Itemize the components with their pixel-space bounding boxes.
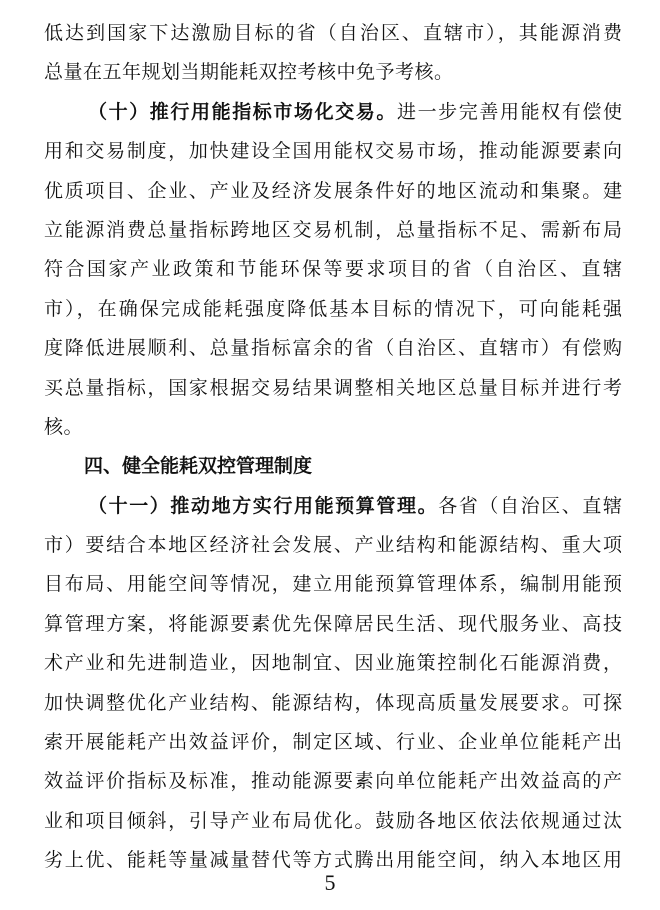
section-title-10: （十）推行用能指标市场化交易。 xyxy=(88,100,397,123)
text-line: 业和项目倾斜，引导产业布局优化。鼓励各地区依法依规通过汰 xyxy=(44,809,622,832)
text-line: 立能源消费总量指标跨地区交易机制，总量指标不足、需新布局 xyxy=(44,218,622,241)
text-line: 算管理方案，将能源要素优先保障居民生活、现代服务业、高技 xyxy=(44,612,622,635)
paragraph-11-first-line xyxy=(44,487,622,526)
text-line: 术产业和先进制造业，因地制宜、因业施策控制化石能源消费， xyxy=(44,652,622,675)
paragraph-10-first-line xyxy=(44,93,622,132)
text-line: 市），在确保完成能耗强度降低基本目标的情况下，可向能耗强 xyxy=(44,297,622,320)
text-span: 各省（自治区、直辖 xyxy=(438,494,622,517)
page-number: 5 xyxy=(324,870,336,895)
text-line: 买总量指标，国家根据交易结果调整相关地区总量目标并进行考 xyxy=(44,376,622,399)
section-heading-4: 四、健全能耗双控管理制度 xyxy=(84,455,313,478)
document-body xyxy=(44,14,622,881)
text-line: 优质项目、企业、产业及经济发展条件好的地区流动和集聚。建 xyxy=(44,179,622,202)
text-line: 加快调整优化产业结构、能源结构，体现高质量发展要求。可探 xyxy=(44,691,622,714)
text-span: 进一步完善用能权有偿使 xyxy=(396,100,622,123)
text-line: 低达到国家下达激励目标的省（自治区、直辖市），其能源消费 xyxy=(44,22,622,44)
section-title-11: （十一）推动地方实行用能预算管理。 xyxy=(88,494,439,517)
text-line: 用和交易制度，加快建设全国用能权交易市场，推动能源要素向 xyxy=(44,140,622,163)
text-line: 效益评价指标及标准，推动能源要素向单位能耗产出效益高的产 xyxy=(44,770,622,793)
text-line: 核。 xyxy=(44,415,84,438)
text-line: 劣上优、能耗等量减量替代等方式腾出用能空间，纳入本地区用 xyxy=(44,849,622,872)
text-line: 索开展能耗产出效益评价，制定区域、行业、企业单位能耗产出 xyxy=(44,731,622,754)
text-line: 度降低进展顺利、总量指标富余的省（自治区、直辖市）有偿购 xyxy=(44,337,622,360)
text-line: 目布局、用能空间等情况，建立用能预算管理体系，编制用能预 xyxy=(44,573,622,596)
text-line: 总量在五年规划当期能耗双控考核中免予考核。 xyxy=(44,61,454,84)
text-line: 市）要结合本地区经济社会发展、产业结构和能源结构、重大项 xyxy=(44,534,622,557)
text-line: 符合国家产业政策和节能环保等要求项目的省（自治区、直辖 xyxy=(44,258,622,281)
